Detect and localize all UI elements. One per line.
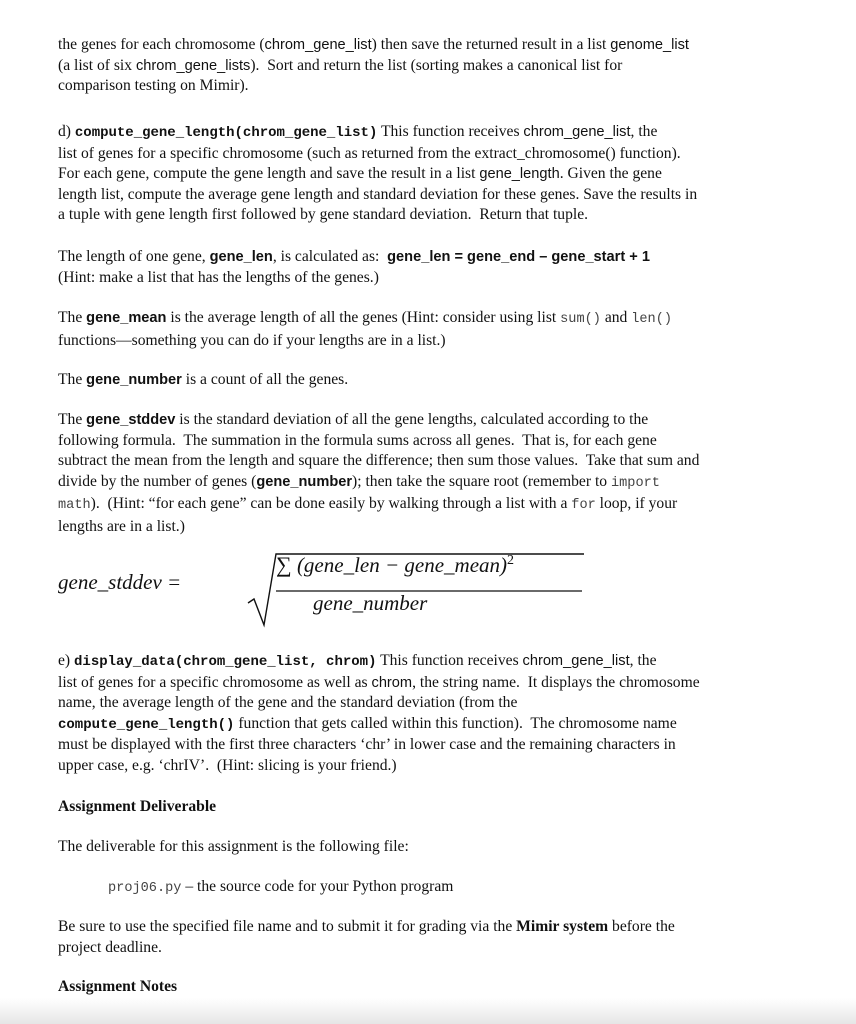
text: functions—something you can do if your lengths are in a list.) xyxy=(58,331,446,349)
numerator-text: (gene_len − gene_mean) xyxy=(296,553,508,577)
text: The xyxy=(58,309,87,326)
emphasized-text: chrom_gene_list xyxy=(523,124,631,140)
text: The xyxy=(58,411,87,428)
text: ) then save the returned result in a list xyxy=(371,36,611,53)
paragraph-compute-gene-length xyxy=(58,122,818,226)
paragraph-gene-len xyxy=(58,247,818,288)
sigma-symbol: ∑ xyxy=(276,552,292,577)
paragraph-genome-list xyxy=(58,35,818,97)
text: is a count of all the genes. xyxy=(181,371,349,388)
paragraph-deliverable xyxy=(58,837,818,858)
text: (a list of six xyxy=(58,56,133,74)
text: , the list of genes for a specific chromosome (such as returned from the extract_chromosome() function). For each gene, compute the gene length and save the result in a list xyxy=(58,123,681,182)
emphasized-text: gene_len xyxy=(209,249,273,265)
text: the genes for each chromosome ( xyxy=(58,36,265,53)
paragraph-gene-mean xyxy=(58,308,818,351)
deliverable-file-item xyxy=(108,877,856,900)
text: e) xyxy=(58,652,75,669)
code-text: sum() xyxy=(560,312,601,327)
emphasized-text: gene_stddev xyxy=(86,412,176,428)
emphasized-text: genome_list xyxy=(610,37,689,53)
emphasized-text: gene_number xyxy=(256,473,353,490)
paragraph-gene-number xyxy=(58,370,818,391)
text: ). (Hint: “for each gene” can be done easily by walking through a list with a xyxy=(90,495,572,512)
code-text: proj06.py xyxy=(108,881,182,896)
emphasized-text: Assignment Deliverable xyxy=(58,798,217,815)
formula-numerator xyxy=(276,552,514,578)
emphasized-text: chrom_gene_list xyxy=(522,653,630,669)
text: is the standard deviation of all the gene lengths, calculated according to the following formula. The summation in the formula sums across all genes. That is, for each gene subtract the mean from the length and square the difference; then sum those values. Take that sum and divide by the number of genes ( xyxy=(58,411,700,490)
emphasized-text: gene_mean xyxy=(86,310,167,326)
text: . Given the gene length list, compute the average gene length and standard deviation for these genes. Save the results in a tuple with gene length first followed by gene standard deviation. Return that tuple. xyxy=(58,165,698,223)
text: , is calculated as: xyxy=(272,248,388,265)
code-text: len() xyxy=(631,312,673,327)
text: before the project deadline. xyxy=(58,918,675,956)
emphasized-text: chrom_gene_list xyxy=(264,37,372,53)
text: Be sure to use the specified file name and to submit it for grading via the xyxy=(58,918,517,935)
text: This function receives xyxy=(376,652,523,669)
emphasized-text: gene_length xyxy=(479,166,560,182)
text: ). Sort and return the list (sorting makes a canonical list for comparison testing on Mimir). xyxy=(58,56,623,94)
code-text: for xyxy=(571,498,596,513)
text: and xyxy=(600,309,632,326)
exponent: 2 xyxy=(507,553,515,568)
heading-assignment-notes xyxy=(58,977,818,998)
emphasized-text: gene_len = gene_end – gene_start + 1 xyxy=(387,249,650,265)
stddev-formula xyxy=(58,546,538,626)
text: loop, if your lengths are in a list.) xyxy=(58,495,678,535)
code-text: import math xyxy=(58,475,660,513)
paragraph-submission xyxy=(58,917,818,958)
emphasized-text: chrom xyxy=(371,674,413,691)
emphasized-text: gene_number xyxy=(86,372,182,388)
formula-lhs: gene_stddev = xyxy=(58,570,182,594)
text: function that gets called within this function). The chromosome name must be displayed with the first three characters ‘chr’ in lower case and the remaining characters in upper case, e.g. ‘chrIV’. (Hint: slicing is your friend.) xyxy=(58,714,677,774)
text: is the average length of all the genes (Hint: consider using list xyxy=(166,309,561,326)
text: The xyxy=(58,371,87,388)
page-bottom-shade xyxy=(0,998,856,1024)
code-text: compute_gene_length() xyxy=(58,716,235,733)
heading-assignment-deliverable xyxy=(58,797,818,818)
paragraph-display-data xyxy=(58,651,818,776)
text: – the source code for your Python program xyxy=(181,878,454,895)
text: The length of one gene, xyxy=(58,248,210,265)
text: (Hint: make a list that has the lengths of the genes.) xyxy=(58,268,379,286)
text: , the list of genes for a specific chromosome as well as xyxy=(58,652,657,691)
text: The deliverable for this assignment is the following file: xyxy=(58,838,409,855)
paragraph-gene-stddev xyxy=(58,410,818,537)
text: ); then take the square root (remember to xyxy=(352,472,611,490)
emphasized-text: Mimir system xyxy=(516,918,609,935)
emphasized-text: Assignment Notes xyxy=(58,978,178,995)
text: , the string name. It displays the chromosome name, the average length of the gene and the standard deviation (from the xyxy=(58,673,700,711)
text: This function receives xyxy=(377,123,524,140)
code-text: display_data(chrom_gene_list, chrom) xyxy=(74,654,377,670)
text: d) xyxy=(58,123,75,140)
code-text: compute_gene_length(chrom_gene_list) xyxy=(74,125,378,141)
emphasized-text: chrom_gene_lists xyxy=(135,57,251,74)
formula-denominator: gene_number xyxy=(313,591,428,615)
